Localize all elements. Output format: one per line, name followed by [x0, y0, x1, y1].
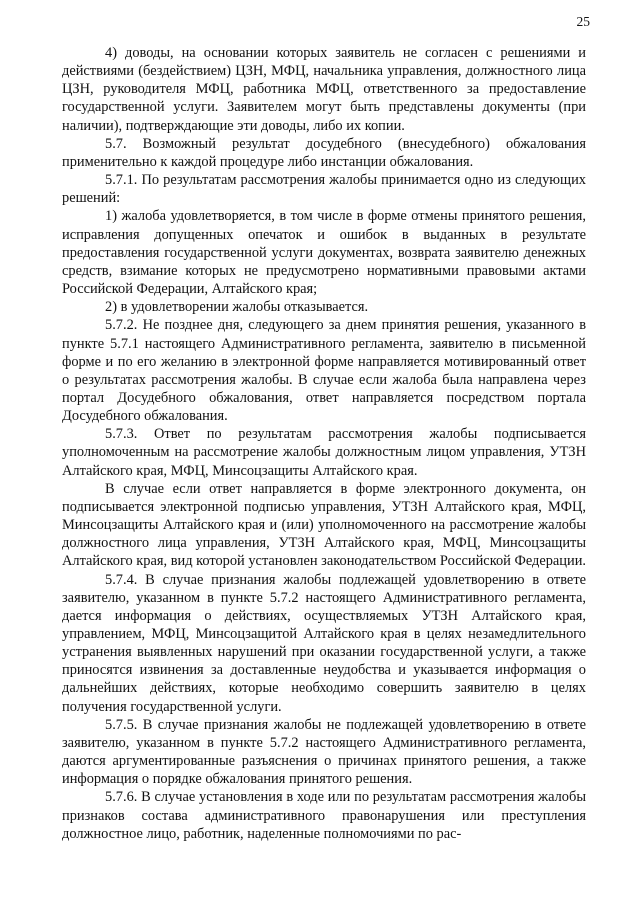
paragraph-decision-1: 1) жалоба удовлетворяется, в том числе в форме отмены принятого решения, исправления допущенных опечаток и ошибок в выданных в результате предоставления государственной услуги документах, возврата заявителю денежных средств, взимание которых не предусмотрено нормативными правовыми актами Российской Федерации, Алтайского края; [62, 208, 586, 298]
paragraph-5-7-6: 5.7.6. В случае установления в ходе или по результатам рассмотрения жалобы признаков состава административного правонарушения или преступления должностное лицо, работник, наделенные полномочиями по рас- [62, 789, 586, 842]
paragraph-5-7: 5.7. Возможный результат досудебного (внесудебного) обжалования применительно к каждой процедуре либо инстанции обжалования. [62, 135, 586, 170]
paragraph-5-7-4: 5.7.4. В случае признания жалобы подлежащей удовлетворению в ответе заявителю, указанном в пункте 5.7.2 настоящего Административного регламента, дается информация о действиях, осуществляемых УТЗН Алтайского края, управлением, МФЦ, Минсоцзащитой Алтайского края в целях незамедлительного устранения выявленных нарушений при оказании государственной услуги, а также приносятся извинения за доставленные неудобства и указывается информация о дальнейших действиях, которые необходимо совершить заявителю в целях получения государственной услуги. [62, 571, 586, 715]
paragraph-decision-2: 2) в удовлетворении жалобы отказывается. [105, 299, 369, 316]
page-number: 25 [576, 14, 590, 29]
paragraph-item-4-arguments: 4) доводы, на основании которых заявитель не согласен с решениями и действиями (бездействием) ЦЗН, МФЦ, начальника управления, должностного лица ЦЗН, руководителя МФЦ, работника МФЦ, ответственного за предоставление государственной услуги. Заявителем могут быть представлены документы (при наличии), подтверждающие эти доводы, либо их копии. [62, 45, 586, 134]
paragraph-5-7-2: 5.7.2. Не позднее дня, следующего за днем принятия решения, указанного в пункте 5.7.1 настоящего Административного регламента, заявителю в письменной форме и по его желанию в электронной форме направляется мотивированный ответ о результатах рассмотрения жалобы. В случае если жалоба была направлена через портал Досудебного обжалования, ответ направляется посредством портала Досудебного обжалования. [62, 317, 586, 425]
paragraph-5-7-5: 5.7.5. В случае признания жалобы не подлежащей удовлетворению в ответе заявителю, указанном в пункте 5.7.2 настоящего Административного регламента, даются аргументированные разъяснения о причинах принятого решения, а также информация о порядке обжалования принятого решения. [62, 716, 586, 788]
document-body [62, 44, 586, 843]
paragraph-electronic-signature: В случае если ответ направляется в форме электронного документа, он подписывается электронной подписью управления, УТЗН Алтайского края, МФЦ, Минсоцзащиты Алтайского края и (или) уполномоченного на рассмотрение жалобы должностного лица управления, УТЗН Алтайского края, МФЦ, Минсоцзащиты Алтайского края, вид которой установлен законодательством Российской Федерации. [62, 480, 587, 570]
paragraph-5-7-3: 5.7.3. Ответ по результатам рассмотрения жалобы подписывается уполномоченным на рассмотрение жалобы должностным лицом управления, УТЗН Алтайского края, МФЦ, Минсоцзащиты Алтайского края. [62, 426, 586, 479]
paragraph-5-7-1: 5.7.1. По результатам рассмотрения жалобы принимается одно из следующих решений: [62, 172, 586, 207]
